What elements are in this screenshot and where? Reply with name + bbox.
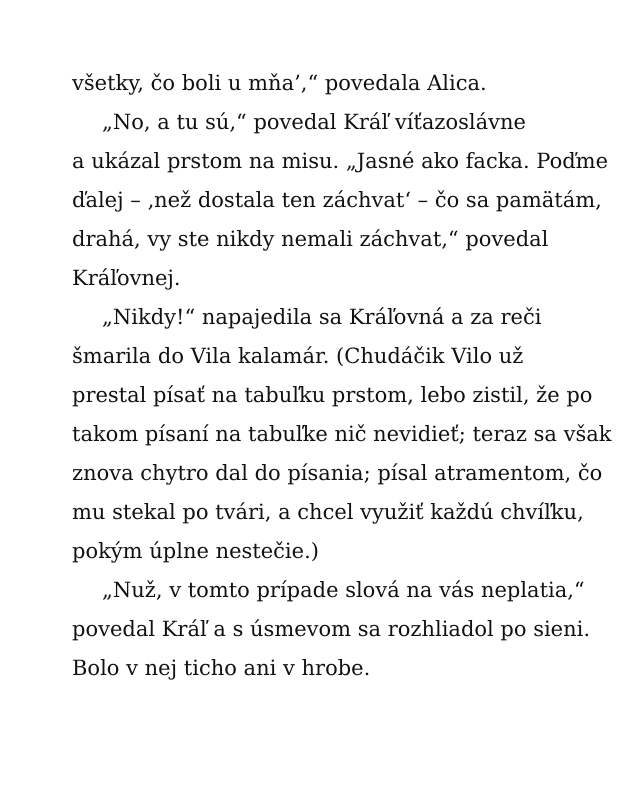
text-line: mu stekal po tvári, a chcel využiť každú chvíľku, xyxy=(72,500,584,524)
text-line: „Nikdy!“ napajedila sa Kráľovná a za reči xyxy=(102,305,542,329)
text-line: znova chytro dal do písania; písal atramentom, čo xyxy=(72,461,603,485)
text-line: Kráľovnej. xyxy=(72,266,181,290)
text-line: Bolo v nej ticho ani v hrobe. xyxy=(72,656,371,680)
text-line: „Nuž, v tomto prípade slová na vás neplatia,“ xyxy=(102,578,585,602)
text-line: takom písaní na tabuľke nič nevidieť; teraz sa však xyxy=(72,422,612,446)
body-text xyxy=(72,64,612,688)
text-line: a ukázal prstom na misu. „Jasné ako facka. Poďme xyxy=(72,149,609,173)
text-line: ďalej – ‚než dostala ten záchvat‘ – čo sa pamätám, xyxy=(72,188,602,212)
text-line: „No, a tu sú,“ povedal Kráľ víťazoslávne xyxy=(102,110,526,134)
text-line: prestal písať na tabuľku prstom, lebo zistil, že po xyxy=(72,383,593,407)
text-line: šmarila do Vila kalamár. (Chudáčik Vilo už xyxy=(72,344,524,368)
text-line: pokým úplne nestečie.) xyxy=(72,539,319,563)
text-line: povedal Kráľ a s úsmevom sa rozhliadol po sieni. xyxy=(72,617,591,641)
text-line: drahá, vy ste nikdy nemali záchvat,“ povedal xyxy=(72,227,549,251)
text-line: všetky, čo boli u mňa’,“ povedala Alica. xyxy=(72,71,487,95)
